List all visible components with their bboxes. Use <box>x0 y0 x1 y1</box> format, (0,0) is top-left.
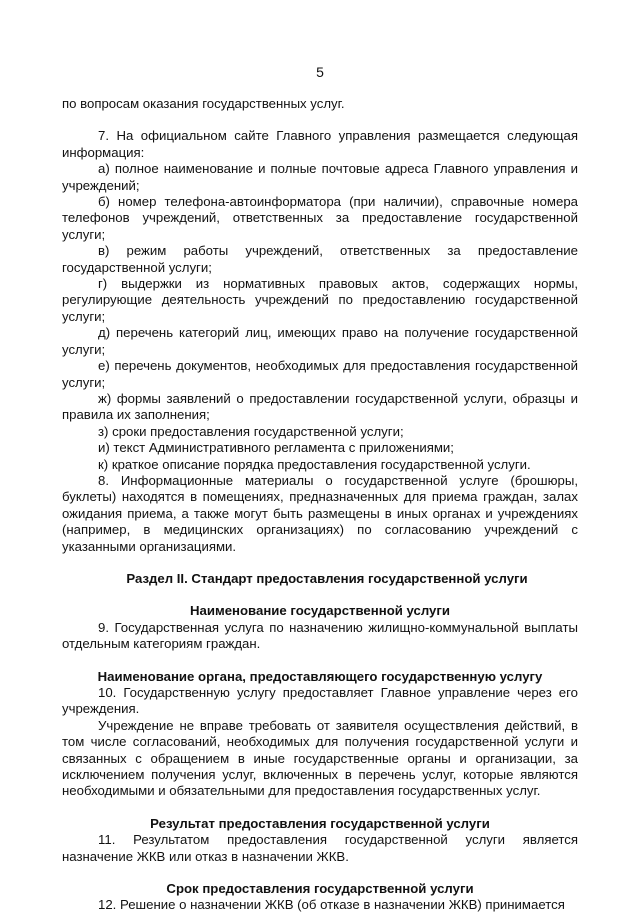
page-number: 5 <box>316 64 324 80</box>
list-item-zh: ж) формы заявлений о предоставлении государственной услуги, образцы и правила их заполнения; <box>62 390 578 423</box>
paragraph-continuation: по вопросам оказания государственных услуг. <box>62 96 345 111</box>
list-item-a: а) полное наименование и полные почтовые адреса Главного управления и учреждений; <box>62 161 578 193</box>
paragraph-8: 8. Информационные материалы о государственной услуге (брошюры, буклеты) находятся в помещениях, предназначенных для приема граждан, залах ожидания приема, а также могут быть размещены в иных органах и учреждениях (например, в медицинских организациях) по согласованию учреждений с указанными организациями. <box>62 472 578 554</box>
list-item-i: и) текст Административного регламента с приложениями; <box>98 440 454 456</box>
heading-service-name: Наименование государственной услуги <box>189 603 450 619</box>
list-item-k: к) краткое описание порядка предоставления государственной услуги. <box>98 456 531 472</box>
paragraph-11: 11. Результатом предоставления государственной услуги является назначение ЖКВ или отказ в назначении ЖКВ. <box>62 832 578 864</box>
heading-service-result: Результат предоставления государственной услуги <box>150 815 490 831</box>
paragraph-12: 12. Решение о назначении ЖКВ (об отказе в назначении ЖКВ) принимается <box>98 897 565 913</box>
list-item-b: б) номер телефона-автоинформатора (при наличии), справочные номера телефонов учреждений, ответственных за предоставление государственной услуги; <box>62 194 578 242</box>
paragraph-7: 7. На официальном сайте Главного управления размещается следующая информация: <box>62 128 578 160</box>
paragraph-10-continued: Учреждение не вправе требовать от заявителя осуществления действий, в том числе согласований, необходимых для получения государственной услуги и связанных с обращением в иные государственные органы и организации, за исключением получения услуг, включенных в перечень услуг, которые являются необходимыми и обязательными для предоставления государственных услуг. <box>62 717 578 799</box>
document-body <box>62 96 578 914</box>
section-title: Раздел II. Стандарт предоставления государственной услуги <box>126 570 528 586</box>
list-item-z: з) сроки предоставления государственной услуги; <box>98 423 404 439</box>
paragraph-10: 10. Государственную услугу предоставляет Главное управление через его учреждения. <box>62 685 578 717</box>
heading-service-term: Срок предоставления государственной услуги <box>166 881 474 897</box>
paragraph-9: 9. Государственная услуга по назначению жилищно-коммунальной выплаты отдельным категориям граждан. <box>62 619 578 652</box>
list-item-v: в) режим работы учреждений, ответственных за предоставление государственной услуги; <box>62 243 578 275</box>
heading-providing-organ: Наименование органа, предоставляющего государственную услугу <box>97 668 543 684</box>
list-item-d: д) перечень категорий лиц, имеющих право на получение государственной услуги; <box>62 325 578 357</box>
list-item-g: г) выдержки из нормативных правовых актов, содержащих нормы, регулирующие деятельность учреждений по предоставлению государственной услуги; <box>62 276 578 324</box>
list-item-e: е) перечень документов, необходимых для предоставления государственной услуги; <box>62 358 578 390</box>
